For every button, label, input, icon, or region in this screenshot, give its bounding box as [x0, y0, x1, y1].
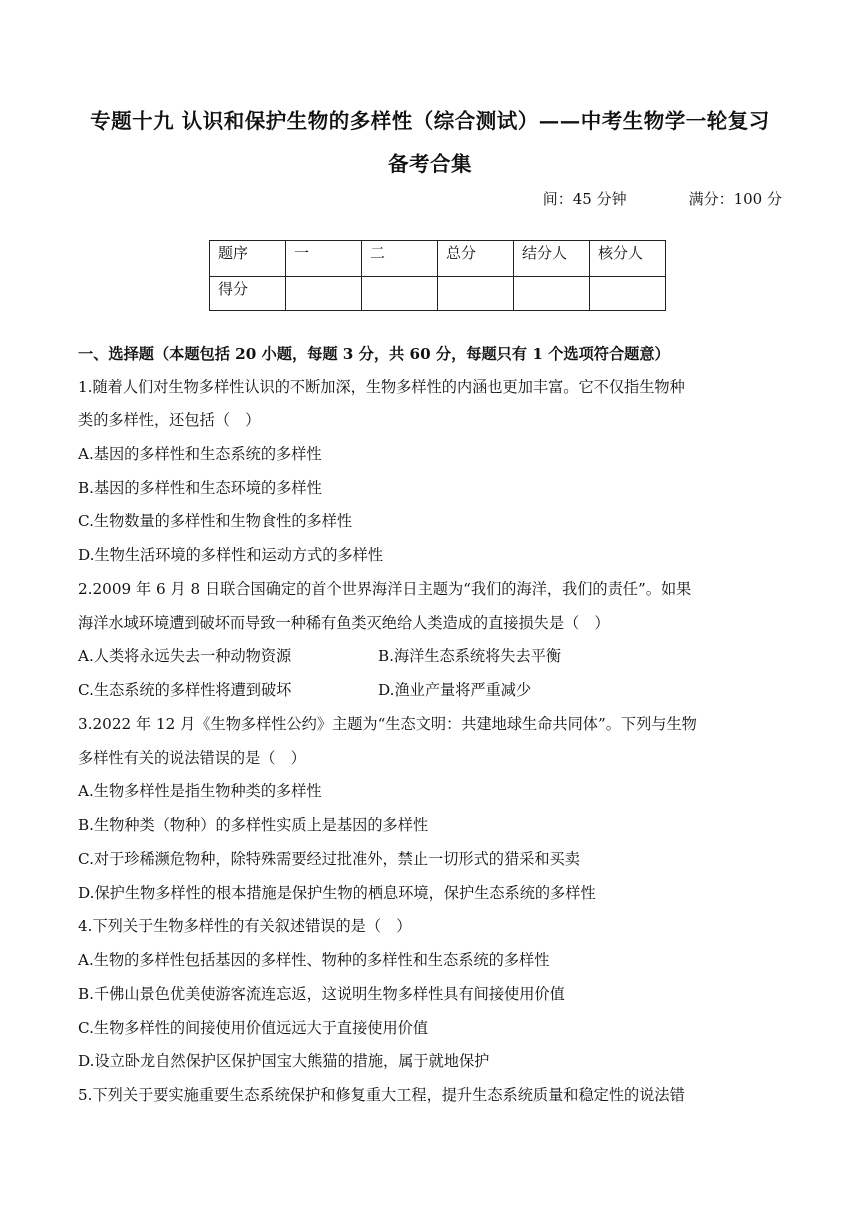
question-2-stem-cont: 海洋水域环境遭到破坏而导致一种稀有鱼类灭绝给人类造成的直接损失是（ ）	[78, 614, 610, 632]
score-row-label: 得分	[210, 277, 286, 311]
score-table	[209, 240, 666, 311]
score-table-header-cell: 结分人	[514, 241, 590, 277]
exam-meta	[543, 188, 782, 209]
score-table-header-cell: 核分人	[590, 241, 666, 277]
question-3-option-c: C.对于珍稀濒危物种，除特殊需要经过批准外，禁止一切形式的猎采和买卖	[78, 850, 580, 868]
score-table-row	[210, 277, 666, 311]
score-table-header-cell: 一	[286, 241, 362, 277]
page-title-continued: 备考合集	[388, 152, 472, 176]
question-1-option-c: C.生物数量的多样性和生物食性的多样性	[78, 512, 353, 530]
question-3-stem: 3.2022 年 12 月《生物多样性公约》主题为“生态文明：共建地球生命共同体”。下列与生物	[78, 715, 697, 733]
question-4-option-a: A.生物的多样性包括基因的多样性、物种的多样性和生态系统的多样性	[78, 951, 550, 969]
question-3-option-a: A.生物多样性是指生物种类的多样性	[78, 782, 322, 800]
score-table-header-cell: 二	[362, 241, 438, 277]
score-table-header-cell: 题序	[210, 241, 286, 277]
question-1-option-d: D.生物生活环境的多样性和运动方式的多样性	[78, 546, 384, 564]
score-cell[interactable]	[514, 277, 590, 311]
question-2-option-c: C.生态系统的多样性将遭到破坏	[78, 681, 292, 699]
section-heading: 一、选择题（本题包括 20 小题，每题 3 分，共 60 分，每题只有 1 个选项符合题意）	[78, 345, 670, 363]
question-3-stem-cont: 多样性有关的说法错误的是（ ）	[78, 749, 306, 767]
score-table-header-row	[210, 241, 666, 277]
question-4-option-c: C.生物多样性的间接使用价值远远大于直接使用价值	[78, 1019, 429, 1037]
page-title: 专题十九 认识和保护生物的多样性（综合测试）——中考生物学一轮复习	[90, 109, 770, 133]
question-4-option-d: D.设立卧龙自然保护区保护国宝大熊猫的措施，属于就地保护	[78, 1052, 490, 1070]
question-4-option-b: B.千佛山景色优美使游客流连忘返，这说明生物多样性具有间接使用价值	[78, 985, 565, 1003]
question-2-stem: 2.2009 年 6 月 8 日联合国确定的首个世界海洋日主题为“我们的海洋，我们的责任”。如果	[78, 580, 692, 598]
score-table-header-cell: 总分	[438, 241, 514, 277]
question-1-option-b: B.基因的多样性和生态环境的多样性	[78, 479, 322, 497]
question-1-stem-cont: 类的多样性，还包括（ ）	[78, 411, 261, 429]
question-2-option-b: B.海洋生态系统将失去平衡	[378, 647, 562, 665]
question-2-options-row2	[78, 680, 531, 700]
question-1-option-a: A.基因的多样性和生态系统的多样性	[78, 445, 322, 463]
question-5-stem: 5.下列关于要实施重要生态系统保护和修复重大工程，提升生态系统质量和稳定性的说法错	[78, 1086, 685, 1104]
question-2-option-a: A.人类将永远失去一种动物资源	[78, 647, 292, 665]
score-label: 满分：100 分	[688, 190, 782, 208]
question-2-option-d: D.渔业产量将严重减少	[378, 681, 532, 699]
question-3-option-b: B.生物种类（物种）的多样性实质上是基因的多样性	[78, 816, 429, 834]
question-4-stem: 4.下列关于生物多样性的有关叙述错误的是（ ）	[78, 917, 412, 935]
question-2-options-row1	[78, 646, 561, 666]
question-3-option-d: D.保护生物多样性的根本措施是保护生物的栖息环境，保护生态系统的多样性	[78, 884, 596, 902]
time-label: 间：45 分钟	[542, 190, 627, 208]
score-cell[interactable]	[286, 277, 362, 311]
score-cell[interactable]	[362, 277, 438, 311]
question-1-stem: 1.随着人们对生物多样性认识的不断加深，生物多样性的内涵也更加丰富。它不仅指生物种	[78, 378, 685, 396]
score-cell[interactable]	[590, 277, 666, 311]
score-cell[interactable]	[438, 277, 514, 311]
